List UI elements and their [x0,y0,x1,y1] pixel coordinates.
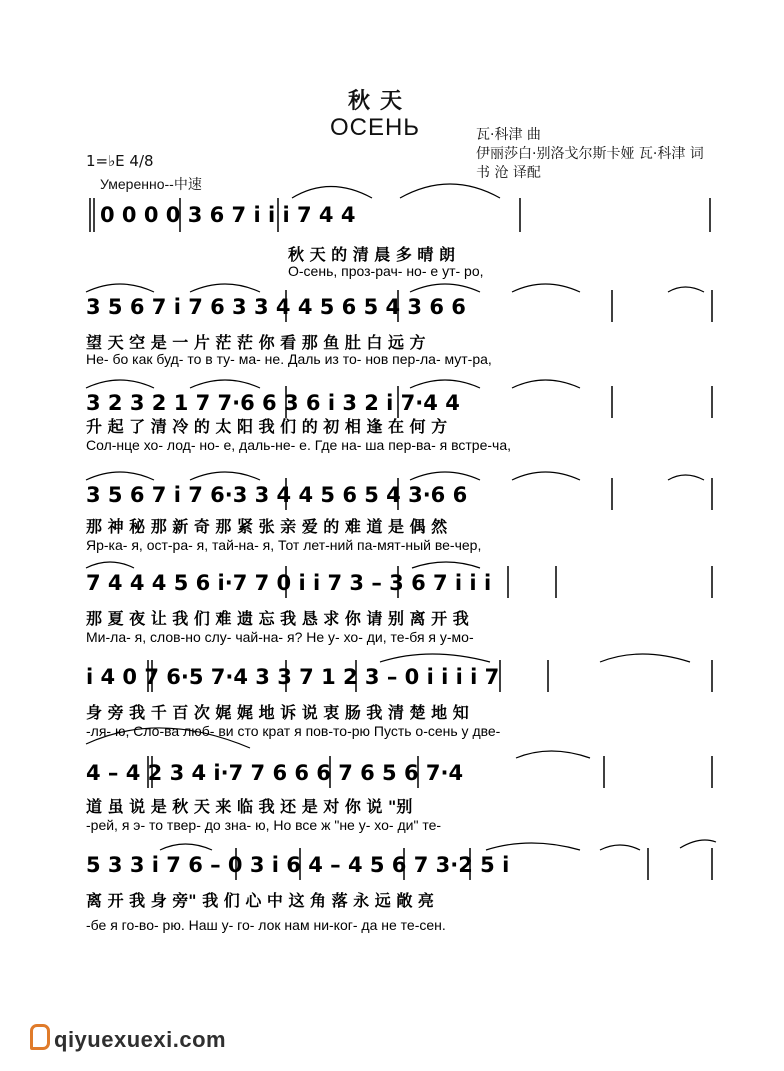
notes-line: 3 5 6 7 i 7 6·3 3 4 4 5 6 5 4 3·6 6 [86,483,468,507]
system-1 [90,184,710,279]
song-title-chinese: 秋天 [347,89,412,114]
system-8 [86,840,716,933]
lyrics-russian: Сол-нце хо- лод- но- е, даль-не- е. Где на- ша пер-ва- я встре-ча, [86,437,512,453]
logo-q-icon [30,1024,50,1050]
slur [86,380,154,388]
slur [160,844,212,850]
notes-line: i 4 0 7 6·5 7·4 3 3 7 1 2 3 – 0 i i i i 7 [86,665,500,689]
slur [512,284,580,292]
watermark-text: qiyuexuexi.com [54,1027,227,1052]
slur [600,654,690,662]
slur [86,284,154,292]
slur [190,284,260,292]
slur [380,654,490,662]
slur [410,472,480,480]
slur [680,840,716,848]
lyrics-chinese: 望 天 空 是 一 片 茫 茫 你 看 那 鱼 肚 白 远 方 [86,333,426,352]
lyrics-russian: Яр-ка- я, ост-ра- я, тай-на- я, Тот лет-ний па-мят-ный ве-чер, [86,537,482,553]
lyrics-chinese: 秋 天 的 清 晨 多 晴 朗 [288,245,455,264]
slur [412,562,480,568]
song-title-russian: ОСЕНЬ [329,114,421,141]
system-6 [86,654,712,739]
lyrics-russian: -ля- ю, Сло-ва люб- ви сто крат я пов-то-рю Пусть о-сень у две- [86,723,501,739]
composer-credit: 瓦·科津 曲 [476,127,541,143]
lyrics-russian: Ми-ла- я, слов-но слу- чай-на- я? Не у- хо- ди, те-бя я у-мо- [86,629,474,645]
notes-line: 3 5 6 7 i 7 6 3 3 4 4 5 6 5 4 3 6 6 [86,295,466,319]
slur [86,562,134,568]
lyrics-russian: О-сень, проз-рач- но- е ут- ро, [288,263,484,279]
slur [486,843,580,850]
lyrics-russian: -рей, я э- то твер- до зна- ю, Но все ж "не у- хо- ди" те- [86,817,442,833]
slur [512,472,580,480]
system-3 [86,380,712,453]
lyrics-chinese: 离 开 我 身 旁" 我 们 心 中 这 角 落 永 远 敞 亮 [86,891,434,910]
notes-line: 4 – 4 2 3 4 i·7 7 6 6 6 7 6 5 6 7·4 [86,761,464,785]
lyrics-chinese: 那 夏 夜 让 我 们 难 遗 忘 我 恳 求 你 请 别 离 开 我 [86,609,469,628]
slur [600,845,640,850]
key-signature: 1=♭E 4/8 [86,152,154,170]
slur [668,287,704,292]
lyrics-chinese: 升 起 了 清 冷 的 太 阳 我 们 的 初 相 逢 在 何 方 [86,417,448,436]
notes-line: 5 3 3 i 7 6 – 0 3 i 6 4 – 4 5 6 7 3·2 5 i [86,853,510,877]
slur [668,475,704,480]
notes-line: 7 4 4 4 5 6 i·7 7 0 i i 7 3 – 3 6 7 i i i [86,571,492,595]
system-4 [86,472,712,553]
lyrics-russian: Не- бо как буд- то в ту- ма- не. Даль из то- нов пер-ла- мут-ра, [86,351,492,367]
system-5 [86,562,712,645]
lyrics-chinese: 身 旁 我 千 百 次 娓 娓 地 诉 说 衷 肠 我 清 楚 地 知 [86,703,469,722]
slur [292,187,372,199]
lyricist-credit: 伊丽莎白·别洛戈尔斯卡娅 瓦·科津 词 [476,146,704,162]
slur [516,751,590,758]
lyrics-russian: -бе я го-во- рю. Наш у- го- лок нам ни-ког- да не те-сен. [86,917,446,933]
slur [512,380,580,388]
tempo-marking: Умеренно--中速 [100,176,202,192]
system-2 [86,284,712,367]
notes-line: 3 2 3 2 1 7 7·6 6 3 6 i 3 2 i 7·4 4 [86,391,460,415]
lyrics-chinese: 道 虽 说 是 秋 天 来 临 我 还 是 对 你 说 "别 [86,797,413,816]
slur [400,184,500,198]
translator-credit: 书 沧 译配 [476,165,541,181]
notes-line: 0 0 0 0 3 6 7 i i i 7 4 4 [100,203,356,227]
system-7 [86,728,712,833]
site-watermark [30,1024,226,1053]
lyrics-chinese: 那 神 秘 那 新 奇 那 紧 张 亲 爱 的 难 道 是 偶 然 [86,517,448,536]
slur [410,284,480,292]
slur [190,380,260,388]
slur [190,472,260,480]
slur [410,380,480,388]
slur [86,472,154,480]
